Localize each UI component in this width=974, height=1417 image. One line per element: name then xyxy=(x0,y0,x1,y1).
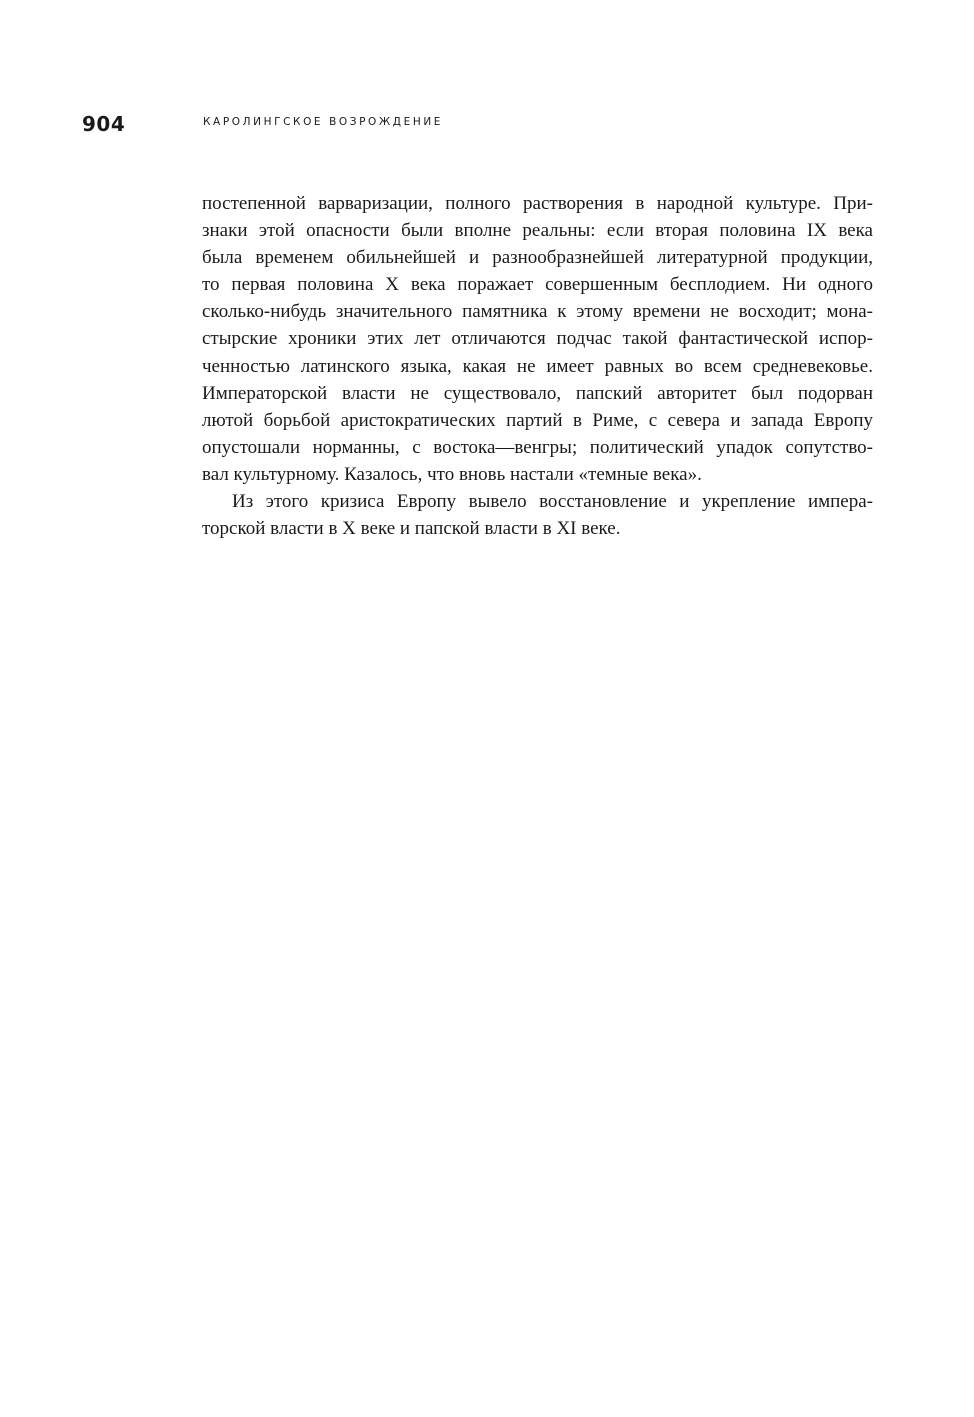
text-line: ченностью латинского языка, какая не имеет равных во всем средневековье. xyxy=(202,355,873,377)
text-line: Из этого кризиса Европу вывело восстановление и укрепление импера- xyxy=(232,491,873,513)
text-line: была временем обильнейшей и разнообразнейшей литературной продукции, xyxy=(202,247,873,269)
body-text xyxy=(202,190,873,542)
text-line: стырские хроники этих лет отличаются подчас такой фантастической испор- xyxy=(202,328,873,350)
text-line: сколько-нибудь значительного памятника к этому времени не восходит; мона- xyxy=(202,301,873,323)
text-line: опустошали норманны, с востока—венгры; политический упадок сопутство- xyxy=(202,436,873,458)
text-line: лютой борьбой аристократических партий в Риме, с севера и запада Европу xyxy=(202,409,873,431)
running-title: КАРОЛИНГСКОЕ ВОЗРОЖДЕНИЕ xyxy=(203,116,444,128)
page-number: 904 xyxy=(82,112,126,136)
text-line: то первая половина X века поражает совершенным бесплодием. Ни одного xyxy=(202,274,873,296)
text-line: вал культурному. Казалось, что вновь настали «темные века». xyxy=(202,463,702,485)
text-line: знаки этой опасности были вполне реальны: если вторая половина IX века xyxy=(202,220,873,242)
text-line: постепенной варваризации, полного растворения в народной культуре. При- xyxy=(202,193,873,214)
text-line: торской власти в X веке и папской власти в XI веке. xyxy=(202,518,621,540)
text-line: Императорской власти не существовало, папский авторитет был подорван xyxy=(202,382,873,404)
